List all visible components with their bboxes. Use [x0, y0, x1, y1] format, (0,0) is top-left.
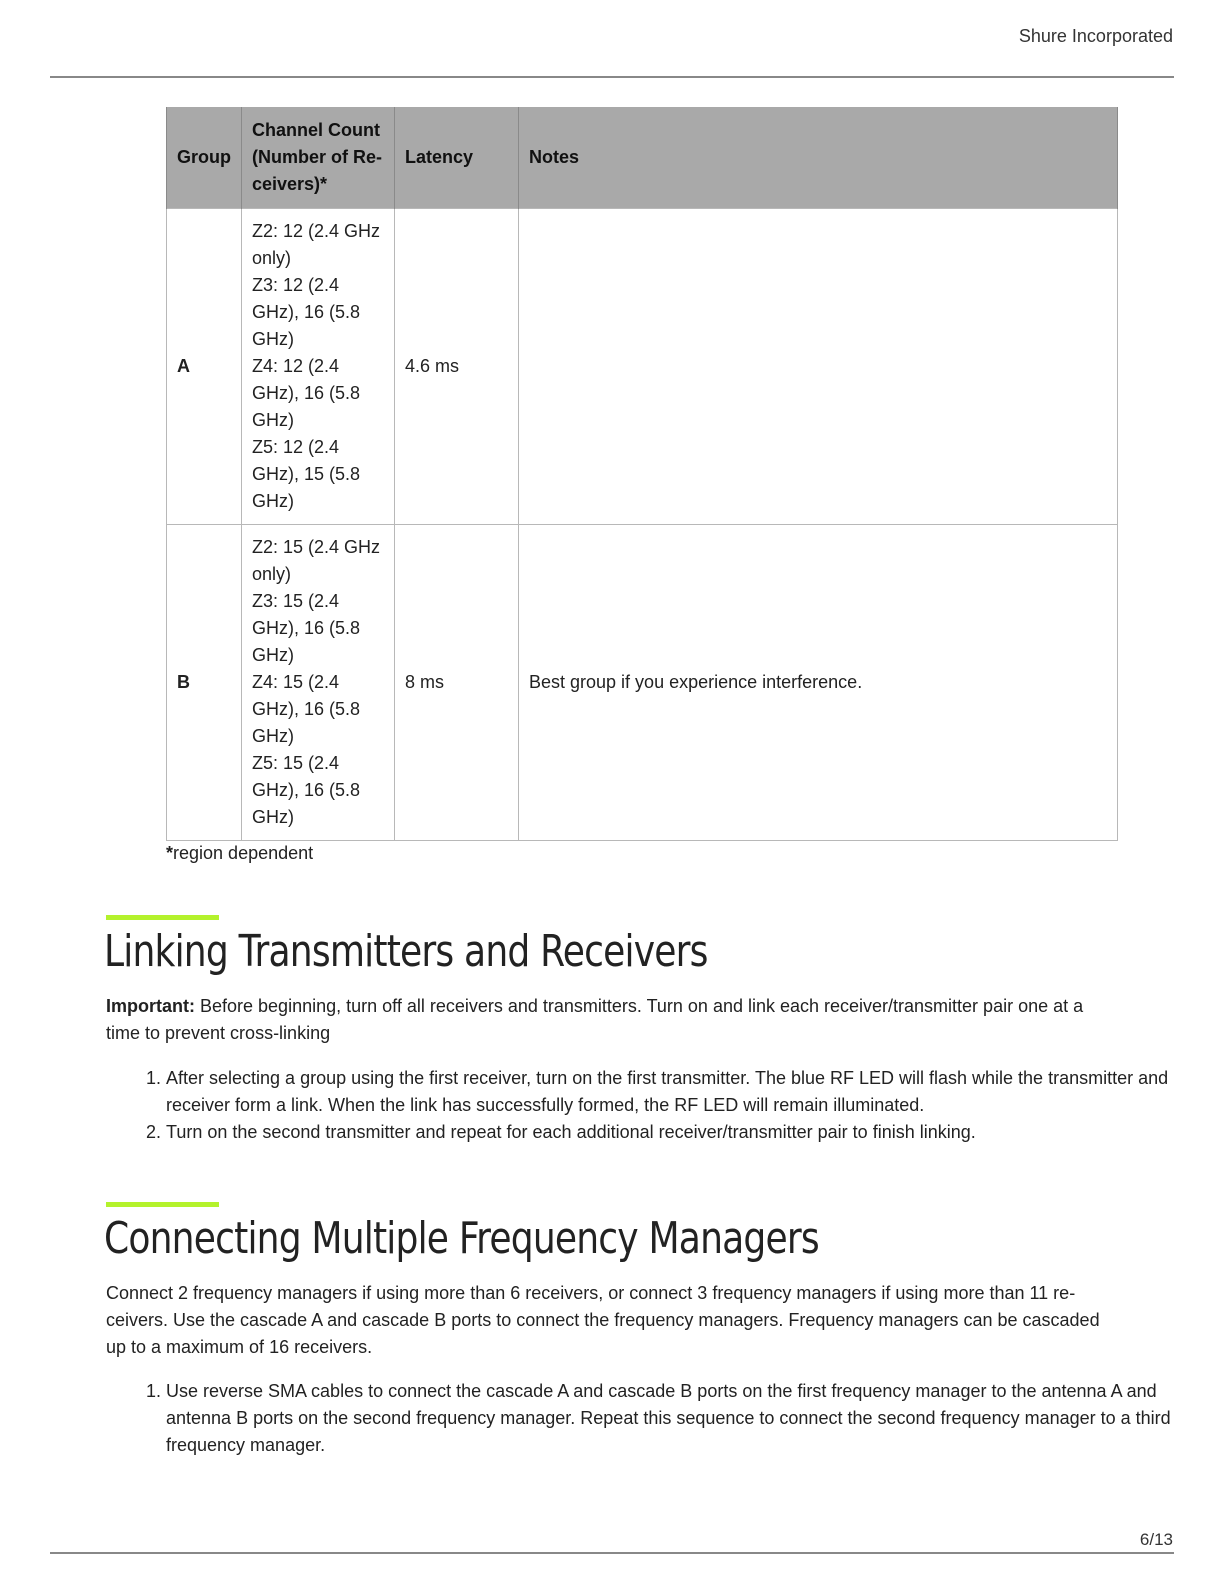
- cell-notes: [519, 209, 1118, 525]
- linking-steps: [106, 1065, 1178, 1146]
- table-row: [167, 525, 1118, 841]
- table-row: [167, 209, 1118, 525]
- channel-line: Z4: 15 (2.4 GHz), 16 (5.8 GHz): [252, 672, 361, 746]
- cell-latency: 8 ms: [395, 525, 519, 841]
- page-number: 6/13: [1139, 1530, 1173, 1549]
- channel-line: Z5: 12 (2.4 GHz), 15 (5.8 GHz): [252, 437, 361, 511]
- cell-group: B: [167, 525, 242, 841]
- cell-group: A: [167, 209, 242, 525]
- channel-line: Z5: 15 (2.4 GHz), 16 (5.8 GHz): [252, 753, 361, 827]
- group-table: [166, 107, 1118, 841]
- footnote-mark: *: [166, 843, 174, 863]
- section-accent-bar: [106, 1202, 219, 1207]
- col-header-latency: Latency: [395, 107, 519, 209]
- channel-line: Z2: 15 (2.4 GHz only): [252, 537, 381, 584]
- important-note: [106, 993, 1116, 1047]
- list-item: 1. After selecting a group using the first receiver, turn on the first transmitter. The blue RF LED will flash while the transmitter and receiver form a link. When the link has successfully formed, the RF LED will remain illuminated.: [166, 1065, 1178, 1119]
- connecting-intro: Connect 2 frequency managers if using more than 6 receivers, or connect 3 frequency managers if using more than 11 receivers. Use the cascade A and cascade B ports to connect the frequency managers. Frequency managers can be cascaded up to a maximum of 16 receivers.: [106, 1283, 1100, 1357]
- list-item: 2. Turn on the second transmitter and repeat for each additional receiver/transmitter pair to finish linking.: [166, 1119, 1178, 1146]
- header-divider: [50, 76, 1174, 78]
- section-title-connecting: Connecting Multiple Frequency Managers: [104, 1213, 819, 1264]
- cell-channels: [242, 209, 395, 525]
- col-header-notes: Notes: [519, 107, 1118, 209]
- cell-notes: Best group if you experience interference.: [519, 525, 1118, 841]
- footer-divider: [50, 1552, 1174, 1554]
- table-header-row: [167, 107, 1118, 209]
- col-header-channel-count: Channel Count (Number of Receivers)*: [242, 107, 395, 209]
- col-header-group: Group: [167, 107, 242, 209]
- table-footnote: [166, 843, 313, 864]
- list-item: 1. Use reverse SMA cables to connect the cascade A and cascade B ports on the first frequency manager to the antenna A and antenna B ports on the second frequency manager. Repeat this sequence to connect the second frequency manager to a third frequency manager.: [166, 1378, 1178, 1459]
- footnote-text: region dependent: [173, 843, 314, 863]
- channel-line: Z3: 12 (2.4 GHz), 16 (5.8 GHz): [252, 275, 361, 349]
- cell-channels: [242, 525, 395, 841]
- channel-line: Z2: 12 (2.4 GHz only): [252, 221, 381, 268]
- connecting-steps: [106, 1378, 1178, 1459]
- header-company: Shure Incorporated: [1018, 26, 1173, 46]
- section-title-linking: Linking Transmitters and Receivers: [104, 926, 708, 977]
- important-label: Important:: [106, 996, 195, 1016]
- channel-line: Z3: 15 (2.4 GHz), 16 (5.8 GHz): [252, 591, 361, 665]
- section-accent-bar: [106, 915, 219, 920]
- channel-line: Z4: 12 (2.4 GHz), 16 (5.8 GHz): [252, 356, 361, 430]
- cell-latency: 4.6 ms: [395, 209, 519, 525]
- important-text: Before beginning, turn off all receivers and transmitters. Turn on and link each receiver/transmitter pair one at a time to prevent cross-linking: [106, 996, 1084, 1043]
